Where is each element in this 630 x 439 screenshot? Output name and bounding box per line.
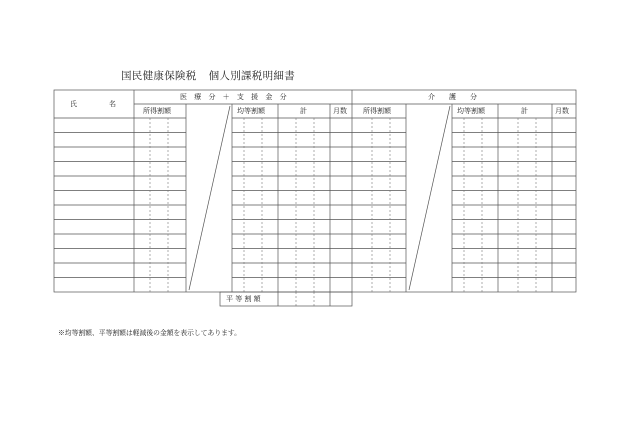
title-tax-name: 国民健康保険税 [121, 70, 197, 82]
col-equal-medical: 均等割額 [237, 107, 265, 115]
flat-rate-label: 平 等 割 額 [226, 295, 261, 303]
section-medical-header: 医 療 分 ＋ 支 援 金 分 [180, 93, 290, 101]
col-months-medical: 月数 [333, 107, 347, 115]
col-income-care: 所得割額 [363, 107, 391, 115]
section-care-header: 介 護 分 [428, 93, 477, 101]
col-equal-care: 均等割額 [457, 107, 485, 115]
col-months-care: 月数 [555, 107, 569, 115]
diagonal-slash-care [409, 106, 450, 290]
title-statement-name: 個人別課税明細書 [208, 70, 296, 82]
col-income-medical: 所得割額 [143, 107, 171, 115]
col-total-medical: 計 [300, 107, 307, 115]
diagonal-slash-medical [189, 106, 230, 290]
name-header: 氏 名 [70, 100, 122, 108]
footnote: ※均等割額、平等割額は軽減後の金額を表示してあります。 [58, 329, 241, 337]
col-total-care: 計 [521, 107, 528, 115]
